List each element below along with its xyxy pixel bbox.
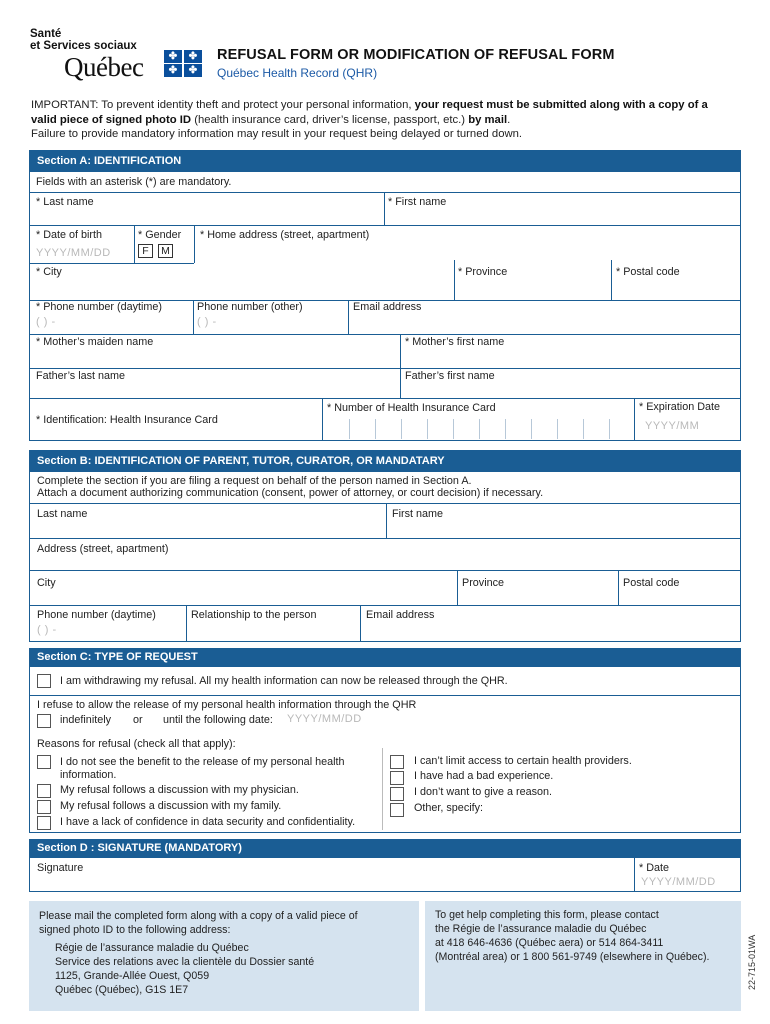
b-phone-daytime-field[interactable]: Phone number (daytime) ( ) - <box>37 609 156 636</box>
withdraw-checkbox[interactable] <box>37 674 51 688</box>
b-address-field[interactable]: Address (street, apartment) <box>37 543 169 555</box>
b-postal-code-field[interactable]: Postal code <box>623 577 680 589</box>
section-c-title: Section C: TYPE OF REQUEST <box>30 648 740 667</box>
email-field[interactable]: Email address <box>353 301 422 313</box>
refuse-intro: I refuse to allow the release of my personal health information through the QHR <box>37 699 417 711</box>
reason-family-label: My refusal follows a discussion with my family. <box>60 800 282 812</box>
reason-other-label: Other, specify: <box>414 802 484 814</box>
withdraw-label: I am withdrawing my refusal. All my health information can now be released through the QHR. <box>60 675 508 687</box>
section-d <box>29 839 741 892</box>
indefinitely-checkbox[interactable] <box>37 714 51 728</box>
quebec-logo <box>30 28 210 88</box>
gender-m-checkbox[interactable]: M <box>158 244 173 258</box>
city-field[interactable]: * City <box>36 266 62 278</box>
expiration-date-field[interactable]: * Expiration Date YYYY/MM <box>639 401 721 432</box>
father-last-name-field[interactable]: Father’s last name <box>36 370 126 382</box>
reason-limit-access-checkbox[interactable] <box>390 755 404 769</box>
reason-limit-access-label: I can’t limit access to certain health providers. <box>414 755 632 767</box>
b-first-name-field[interactable]: First name <box>392 508 443 520</box>
logo-quebec-wordmark: Québec <box>64 52 144 82</box>
reason-no-reason-checkbox[interactable] <box>390 787 404 801</box>
date-of-birth-field[interactable]: * Date of birth YYYY/MM/DD <box>36 229 111 259</box>
form-subtitle: Québec Health Record (QHR) <box>217 66 378 80</box>
or-label: or <box>133 714 143 726</box>
postal-code-field[interactable]: * Postal code <box>616 266 680 278</box>
section-b-note: Complete the section if you are filing a request on behalf of the person named in Section A. Attach a document authorizing communication (consent, power of attorney, or court decision) if necessary. <box>37 475 544 499</box>
b-last-name-field[interactable]: Last name <box>37 508 88 520</box>
reason-other-checkbox[interactable] <box>390 803 404 817</box>
form-title: REFUSAL FORM OR MODIFICATION OF REFUSAL FORM <box>217 47 615 63</box>
reason-physician-label: My refusal follows a discussion with my physician. <box>60 784 299 796</box>
section-b-title: Section B: IDENTIFICATION OF PARENT, TUTOR, CURATOR, OR MANDATARY <box>30 450 740 472</box>
fleur-de-lis-icon: ✤ ✤ ✤ ✤ <box>164 50 202 77</box>
until-date-label: until the following date: <box>163 714 273 726</box>
b-email-field[interactable]: Email address <box>366 609 435 621</box>
important-notice: IMPORTANT: To prevent identity theft and protect your personal information, your request must be submitted along with a copy of a valid piece of signed photo ID (health insurance card, driver’s license, passport, etc.) by mail. Failure to provide mandatory information may result in your request being delayed or turned down. <box>31 99 708 140</box>
until-date-field[interactable]: YYYY/MM/DD <box>287 713 362 725</box>
help-contact-box: To get help completing this form, please contact the Régie de l’assurance maladie du Québec at 418 646-4636 (Québec aera) or 514 864-3411 (Montréal area) or 1 800 561-9749 (elsewhere in Québec). <box>425 901 741 1011</box>
mail-instructions-box: Please mail the completed form along with a copy of a valid piece of signed photo ID to the following address: Régie de l’assurance maladie du Québec Service des relations avec la clientèle du Dossier santé 1125, Grande-Allée Ouest, Q059 Québec (Québec), G1S 1E7 <box>29 901 419 1011</box>
mandatory-note: Fields with an asterisk (*) are mandatory. <box>36 176 232 188</box>
reason-bad-experience-label: I have had a bad experience. <box>414 770 554 782</box>
mother-maiden-name-field[interactable]: * Mother’s maiden name <box>36 336 154 348</box>
logo-line-1: Santé <box>30 28 62 40</box>
gender-f-checkbox[interactable]: F <box>138 244 153 258</box>
first-name-field[interactable]: * First name <box>388 196 447 208</box>
section-a <box>29 150 741 441</box>
phone-other-field[interactable]: Phone number (other) ( ) - <box>197 301 303 328</box>
reason-security-checkbox[interactable] <box>37 816 51 830</box>
health-insurance-card-label: * Identification: Health Insurance Card <box>36 414 218 426</box>
reasons-title: Reasons for refusal (check all that apply): <box>37 738 236 750</box>
form-code: 22-715-01WA <box>747 934 757 990</box>
reason-bad-experience-checkbox[interactable] <box>390 771 404 785</box>
signature-date-field[interactable]: * Date YYYY/MM/DD <box>639 862 716 888</box>
b-relationship-field[interactable]: Relationship to the person <box>191 609 317 621</box>
section-a-title: Section A: IDENTIFICATION <box>30 150 740 172</box>
health-insurance-number-field[interactable]: * Number of Health Insurance Card <box>327 402 632 440</box>
signature-field[interactable]: Signature <box>37 862 84 874</box>
home-address-field[interactable]: * Home address (street, apartment) <box>200 229 370 241</box>
section-b <box>29 450 741 642</box>
reason-family-checkbox[interactable] <box>37 800 51 814</box>
reason-no-benefit-checkbox[interactable] <box>37 755 51 769</box>
indefinitely-label: indefinitely <box>60 714 112 726</box>
logo-line-2: et Services sociaux <box>30 40 137 52</box>
reason-no-reason-label: I don’t want to give a reason. <box>414 786 553 798</box>
reason-physician-checkbox[interactable] <box>37 784 51 798</box>
reason-security-label: I have a lack of confidence in data security and confidentiality. <box>60 816 356 828</box>
b-city-field[interactable]: City <box>37 577 56 589</box>
b-province-field[interactable]: Province <box>462 577 505 589</box>
phone-daytime-field[interactable]: * Phone number (daytime) ( ) - <box>36 301 163 328</box>
last-name-field[interactable]: * Last name <box>36 196 94 208</box>
section-d-title: Section D : SIGNATURE (MANDATORY) <box>30 839 740 858</box>
father-first-name-field[interactable]: Father’s first name <box>405 370 495 382</box>
section-c <box>29 648 741 833</box>
gender-field: * Gender F M <box>138 229 182 257</box>
mother-first-name-field[interactable]: * Mother’s first name <box>405 336 505 348</box>
province-field[interactable]: * Province <box>458 266 508 278</box>
reason-no-benefit-label: I do not see the benefit to the release of my personal health information. <box>60 756 345 781</box>
